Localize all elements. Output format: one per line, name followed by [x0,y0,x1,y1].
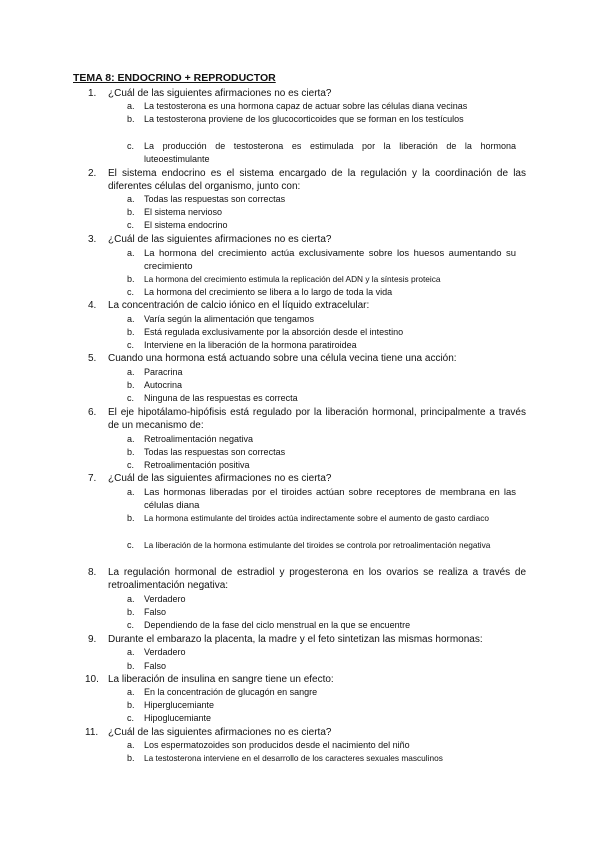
option-letter: c. [127,540,135,550]
option-letter: b. [127,661,135,671]
option-letter: a. [127,487,135,497]
option-letter: c. [127,287,135,297]
option-text: La hormona del crecimiento estimula la replicación del ADN y la síntesis proteica [144,274,441,284]
question-text: El sistema endocrino es el sistema encargado de la regulación y la coordinación de las diferentes células del organismo, junto con: [108,168,526,192]
question-text: ¿Cuál de las siguientes afirmaciones no es cierta? [108,88,332,99]
question-text: La concentración de calcio iónico en el líquido extracelular: [108,300,370,311]
option-text: Falso [144,661,167,671]
option-letter: b. [127,327,135,337]
option-text: Verdadero [144,647,186,657]
option-text: Todas las respuestas son correctas [144,447,286,457]
question-number: 4. [88,300,97,311]
question-text: Durante el embarazo la placenta, la madre y el feto sintetizan las mismas hormonas: [108,634,483,645]
question-number: 1. [88,88,97,99]
option-letter: c. [127,141,135,151]
option-text: La testosterona es una hormona capaz de actuar sobre las células diana vecinas [144,101,468,111]
option-text: La producción de testosterona es estimulada por la liberación de la hormona luteoestimulante [144,141,516,164]
option-text: En la concentración de glucagón en sangre [144,687,318,697]
question-number: 10. [85,674,99,685]
option-letter: a. [127,314,135,324]
option-letter: a. [127,687,135,697]
question-number: 7. [88,473,97,484]
option-text: Paracrina [144,367,183,377]
option-text: El sistema nervioso [144,207,223,217]
option-letter: b. [127,513,135,523]
option-letter: b. [127,114,135,124]
option-text: Los espermatozoides son producidos desde el nacimiento del niño [144,740,410,750]
option-text: Dependiendo de la fase del ciclo menstrual en la que se encuentre [144,620,411,630]
option-letter: c. [127,340,135,350]
question-text: La regulación hormonal de estradiol y progesterona en los ovarios se realiza a través de retroalimentación negativa: [108,567,526,591]
question-number: 6. [88,407,97,418]
question-text: ¿Cuál de las siguientes afirmaciones no es cierta? [108,234,332,245]
option-letter: c. [127,220,135,230]
option-letter: a. [127,740,135,750]
question-text: Cuando una hormona está actuando sobre una célula vecina tiene una acción: [108,353,457,364]
option-text: La hormona estimulante del tiroides actúa indirectamente sobre el aumento de gasto cardiaco [144,513,489,523]
option-text: Varía según la alimentación que tengamos [144,314,314,324]
option-text: Todas las respuestas son correctas [144,194,286,204]
option-text: Verdadero [144,594,186,604]
option-text: La hormona del crecimiento se libera a lo largo de toda la vida [144,287,393,297]
option-letter: a. [127,647,135,657]
option-text: Interviene en la liberación de la hormona paratiroidea [144,340,357,350]
option-letter: b. [127,274,135,284]
option-letter: b. [127,607,135,617]
option-letter: b. [127,700,135,710]
option-letter: a. [127,434,135,444]
option-text: Falso [144,607,167,617]
option-text: Autocrina [144,380,183,390]
option-text: Retroalimentación negativa [144,434,254,444]
option-text: Las hormonas liberadas por el tiroides actúan sobre receptores de membrana en las células diana [144,487,516,511]
option-text: Hiperglucemiante [144,700,215,710]
question-number: 5. [88,353,97,364]
option-letter: b. [127,380,135,390]
option-letter: b. [127,753,135,763]
option-letter: a. [127,594,135,604]
option-letter: c. [127,460,135,470]
question-text: ¿Cuál de las siguientes afirmaciones no es cierta? [108,727,332,738]
question-text: El eje hipotálamo-hipófisis está regulado por la liberación hormonal, principalmente a través de un mecanismo de: [108,407,526,431]
option-text: La liberación de la hormona estimulante del tiroides se controla por retroalimentación negativa [144,540,491,550]
question-number: 9. [88,634,97,645]
option-text: La testosterona interviene en el desarrollo de los caracteres sexuales masculinos [144,753,443,763]
option-letter: c. [127,713,135,723]
option-text: Ninguna de las respuestas es correcta [144,393,298,403]
question-number: 8. [88,567,97,578]
option-text: La hormona del crecimiento actúa exclusivamente sobre los huesos aumentando su crecimiento [144,248,516,272]
page-title: TEMA 8: ENDOCRINO + REPRODUCTOR [73,72,276,84]
question-number: 11. [85,727,99,738]
option-letter: c. [127,620,135,630]
option-letter: a. [127,101,135,111]
question-text: ¿Cuál de las siguientes afirmaciones no es cierta? [108,473,332,484]
option-text: La testosterona proviene de los glucocorticoides que se forman en los testículos [144,114,464,124]
option-text: Está regulada exclusivamente por la absorción desde el intestino [144,327,404,337]
option-letter: b. [127,447,135,457]
question-text: La liberación de insulina en sangre tiene un efecto: [108,674,334,685]
question-number: 3. [88,234,97,245]
option-letter: a. [127,367,135,377]
question-number: 2. [88,168,97,179]
option-text: Hipoglucemiante [144,713,212,723]
option-letter: c. [127,393,135,403]
option-letter: a. [127,248,135,258]
option-text: Retroalimentación positiva [144,460,250,470]
option-letter: b. [127,207,135,217]
option-letter: a. [127,194,135,204]
option-text: El sistema endocrino [144,220,228,230]
